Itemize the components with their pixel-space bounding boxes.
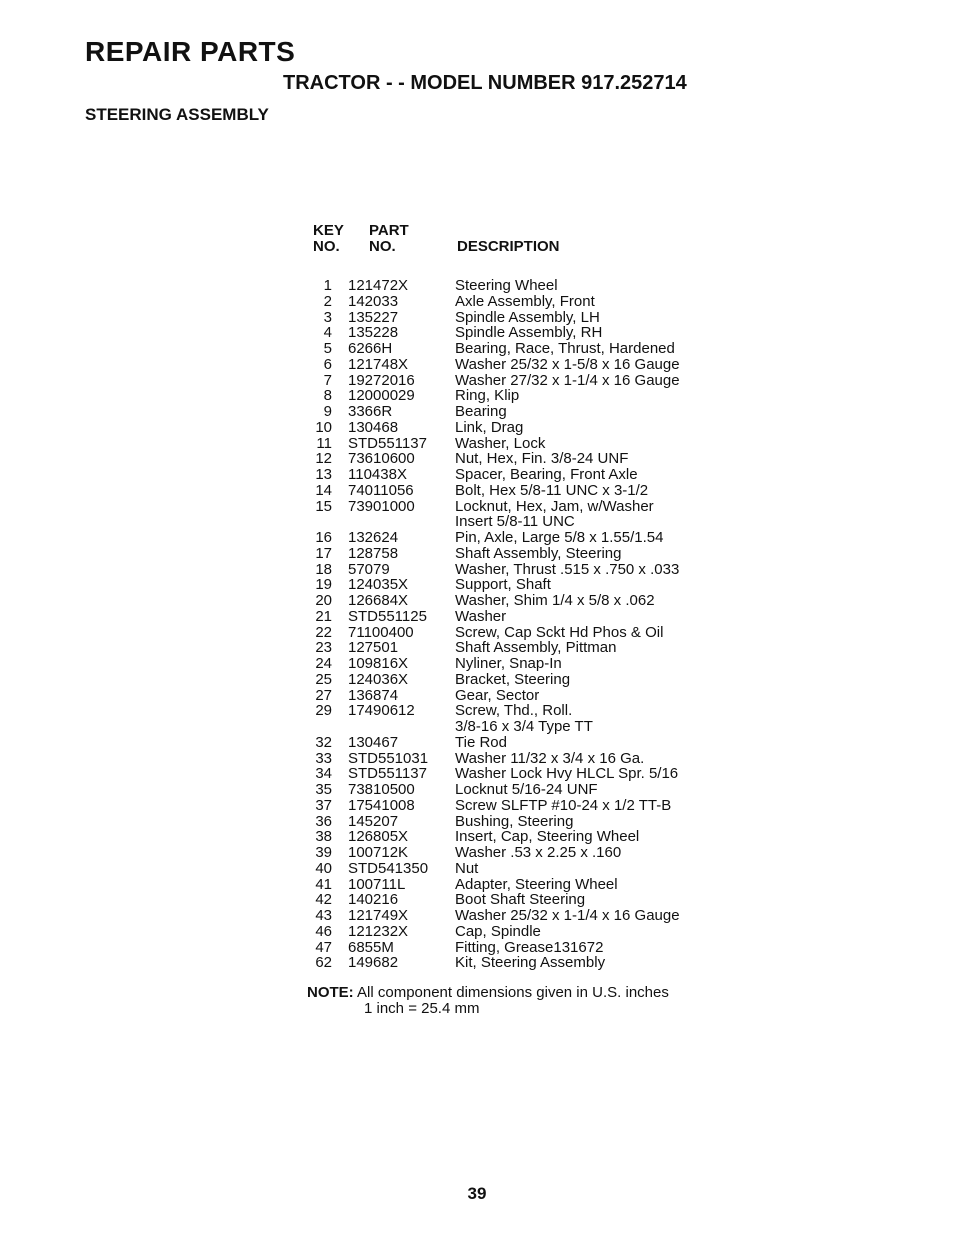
table-row [300,388,720,404]
part-number: STD551137 [348,765,427,783]
key-number: 36 [315,812,332,830]
key-number: 43 [315,907,332,924]
part-description: Washer 11/32 x 3/4 x 16 Ga. [455,749,645,767]
part-description: Bearing, Race, Thrust, Hardened [455,340,675,357]
part-description: Bolt, Hex 5/8-11 UNC x 3-1/2 [455,481,649,499]
key-number: 24 [315,655,332,672]
part-description: Screw, Cap Sckt Hd Phos & Oil [455,623,664,641]
key-number: 17 [315,544,332,562]
table-row [300,861,720,877]
part-number: STD551031 [348,749,429,767]
part-description: Washer .53 x 2.25 x .160 [455,844,622,861]
part-number: 124035X [348,576,409,594]
part-description: Support, Shaft [455,576,551,594]
key-number: 4 [323,324,332,342]
part-description: Washer 27/32 x 1-1/4 x 16 Gauge [455,371,680,389]
part-description: Spacer, Bearing, Front Axle [455,466,638,483]
table-row [300,751,720,767]
part-number: 127501 [348,639,399,657]
table-row [300,577,720,593]
model-subtitle: TRACTOR - - MODEL NUMBER 917.252714 [283,72,687,94]
part-number: 121748X [348,355,409,373]
key-number: 12 [315,450,332,468]
part-description: Axle Assembly, Front [455,292,595,310]
table-row [300,845,720,861]
part-number: 73901000 [348,497,415,515]
part-number: 124036X [348,670,409,688]
parts-list [300,278,720,971]
part-description: Boot Shaft Steering [455,891,586,909]
key-number: 15 [315,497,332,515]
part-number: 136874 [348,686,399,704]
page-title: REPAIR PARTS [85,36,296,67]
key-number: 7 [323,371,332,389]
key-number: 35 [315,781,332,798]
part-description: Insert, Cap, Steering Wheel [455,828,640,846]
table-row [300,609,720,625]
table-row [300,625,720,641]
key-number: 8 [323,387,332,405]
table-row [300,278,720,294]
table-row [300,483,720,499]
part-number: STD551137 [348,434,427,452]
table-row [300,325,720,341]
table-row [300,782,720,798]
key-number: 39 [315,844,332,861]
part-description: Link, Drag [455,418,524,436]
part-description: Locknut, Hex, Jam, w/Washer [455,497,654,515]
key-number: 27 [315,686,332,704]
table-row [300,451,720,467]
table-row [300,593,720,609]
part-number: 57079 [348,560,390,578]
table-row [300,672,720,688]
table-row [300,719,720,735]
part-number: 149682 [348,954,399,972]
column-header-key: KEY NO. [313,222,344,255]
section-title: STEERING ASSEMBLY [85,105,269,124]
part-description: Washer 25/32 x 1-1/4 x 16 Gauge [455,907,680,924]
note-line-1: All component dimensions given in U.S. inches [357,984,669,1001]
table-row [300,467,720,483]
key-number: 29 [315,702,332,720]
part-number: 121749X [348,907,409,924]
part-description: Gear, Sector [455,686,540,704]
table-row [300,940,720,956]
key-number: 11 [316,434,332,452]
part-description: Bracket, Steering [455,670,571,688]
part-description: Nut [455,859,479,877]
table-row [300,357,720,373]
table-row [300,294,720,310]
part-description: Steering Wheel [455,277,558,294]
part-number: 121472X [348,277,409,294]
table-row [300,530,720,546]
key-number: 1 [323,277,332,294]
note-label: NOTE: [307,984,354,1001]
part-number: 142033 [348,292,399,310]
part-number: 130467 [348,733,399,751]
table-row [300,814,720,830]
table-row [300,766,720,782]
part-number: 126684X [348,592,409,609]
part-number: 100711L [348,875,406,893]
table-row [300,562,720,578]
table-row [300,436,720,452]
part-description: Washer [455,607,507,625]
key-number: 16 [315,529,332,546]
part-description: Shaft Assembly, Steering [455,544,622,562]
key-number: 9 [323,403,332,420]
part-number: 126805X [348,828,409,846]
key-number: 32 [315,733,332,751]
part-number: 145207 [348,812,399,830]
part-number: 73610600 [348,450,415,468]
key-number: 3 [323,308,332,326]
part-description: Screw, Thd., Roll. [455,702,573,720]
part-number: 17541008 [348,796,415,814]
table-row [300,514,720,530]
key-number: 18 [315,560,332,578]
part-description: Screw SLFTP #10-24 x 1/2 TT-B [455,796,672,814]
table-row [300,546,720,562]
part-description: Washer Lock Hvy HLCL Spr. 5/16 [455,765,679,783]
part-description: Spindle Assembly, LH [455,308,600,326]
page-number: 39 [467,1184,487,1203]
part-description: Fitting, Grease131672 [455,938,604,956]
table-row [300,404,720,420]
column-header-part: PART NO. [369,222,409,255]
key-number: 20 [315,592,332,609]
part-description: Washer, Lock [455,434,546,452]
key-number: 34 [315,765,332,783]
key-number: 5 [323,340,332,357]
part-number: STD541350 [348,859,429,877]
key-number: 25 [315,670,332,688]
key-number: 22 [315,623,332,641]
key-number: 62 [315,954,332,972]
key-number: 23 [315,639,332,657]
note-line-2: 1 inch = 25.4 mm [364,1000,480,1017]
table-row [300,735,720,751]
key-number: 19 [315,576,332,594]
part-description: Spindle Assembly, RH [455,324,603,342]
key-number: 38 [315,828,332,846]
part-number: 19272016 [348,371,415,389]
part-number: 132624 [348,529,399,546]
key-number: 14 [315,481,332,499]
part-number: 3366R [348,403,393,420]
key-number: 40 [315,859,332,877]
table-row [300,499,720,515]
table-row [300,798,720,814]
part-description: Nyliner, Snap-In [455,655,562,672]
key-number: 46 [315,922,332,940]
table-row [300,640,720,656]
table-row [300,892,720,908]
part-description: Locknut 5/16-24 UNF [455,781,598,798]
part-description: Kit, Steering Assembly [455,954,606,972]
part-description: Tie Rod [455,733,507,751]
table-row [300,688,720,704]
key-number: 47 [315,938,332,956]
part-description: Adapter, Steering Wheel [455,875,618,893]
part-number: 100712K [348,844,409,861]
part-description: Nut, Hex, Fin. 3/8-24 UNF [455,450,629,468]
key-number: 13 [315,466,332,483]
table-row [300,373,720,389]
part-description: Shaft Assembly, Pittman [455,639,617,657]
part-description: Bearing [455,403,507,420]
column-header-description: DESCRIPTION [457,238,560,255]
table-row [300,341,720,357]
table-row [300,420,720,436]
note [307,985,669,1017]
part-number: 130468 [348,418,399,436]
table-row [300,656,720,672]
key-number: 21 [315,607,332,625]
part-description: Ring, Klip [455,387,520,405]
part-number: 12000029 [348,387,415,405]
part-number: 140216 [348,891,399,909]
part-number: 135228 [348,324,399,342]
table-row [300,955,720,971]
part-description: Washer 25/32 x 1-5/8 x 16 Gauge [455,355,680,373]
part-number: 6855M [348,938,394,956]
part-description: Insert 5/8-11 UNC [455,513,575,531]
part-description: Bushing, Steering [455,812,574,830]
table-row [300,924,720,940]
key-number: 37 [315,796,332,814]
key-number: 6 [323,355,332,373]
part-description: Washer, Shim 1/4 x 5/8 x .062 [455,592,655,609]
table-row [300,829,720,845]
part-number: 73810500 [348,781,415,798]
part-number: 110438X [348,466,407,483]
part-description: 3/8-16 x 3/4 Type TT [455,718,593,735]
key-number: 10 [315,418,332,436]
part-number: 17490612 [348,702,415,720]
table-row [300,877,720,893]
part-number: 6266H [348,340,393,357]
table-row [300,310,720,326]
key-number: 42 [315,891,332,909]
table-row [300,703,720,719]
key-number: 33 [315,749,332,767]
part-description: Pin, Axle, Large 5/8 x 1.55/1.54 [455,529,664,546]
part-number: STD551125 [348,607,427,625]
part-number: 121232X [348,922,409,940]
part-description: Washer, Thrust .515 x .750 x .033 [455,560,680,578]
part-number: 71100400 [348,623,414,641]
table-row [300,908,720,924]
key-number: 2 [323,292,332,310]
part-number: 109816X [348,655,409,672]
part-description: Cap, Spindle [455,922,541,940]
part-number: 128758 [348,544,399,562]
key-number: 41 [315,875,332,893]
part-number: 135227 [348,308,399,326]
part-number: 74011056 [348,481,414,499]
